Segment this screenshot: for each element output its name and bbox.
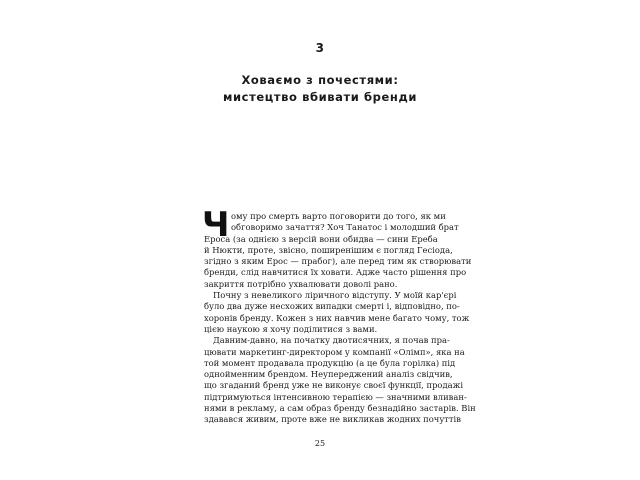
- chapter-title-line-1: Ховаємо з почестями:: [241, 73, 399, 87]
- text-line: цією наукою я хочу поділитися з вами.: [204, 323, 378, 334]
- body-text: [202, 205, 476, 426]
- text-line: Давним-давно, на початку двотисячних, я почав пра-: [213, 335, 450, 346]
- text-line: обговоримо зачаття? Хоч Танатос і молодший брат: [231, 222, 459, 233]
- text-line: було два дуже несхожих випадки смерті і, відповідно, по-: [204, 301, 460, 312]
- text-line: закриття потрібно ухвалювати доволі рано.: [204, 278, 398, 289]
- text-line: бренди, слід навчитися їх ховати. Адже часто рішення про: [204, 267, 467, 278]
- drop-cap: Ч: [202, 205, 230, 245]
- text-line: однойменним брендом. Неупереджений аналіз свідчив,: [204, 369, 453, 380]
- text-line: хоронів бренду. Кожен з них навчив мене багато чому, тож: [204, 312, 470, 323]
- chapter-title-line-2: мистецтво вбивати бренди: [223, 90, 417, 104]
- chapter-number: 3: [315, 41, 325, 55]
- text-line: згідно з яким Ерос — прабог), але перед тим як створювати: [204, 256, 472, 267]
- text-line: нями в рекламу, а сам образ бренду безнадійно застарів. Він: [204, 403, 476, 414]
- paragraph-1: [202, 205, 472, 290]
- text-line: що згаданий бренд уже не виконує своєї функції, продажі: [204, 380, 464, 391]
- paragraph-3: [204, 335, 476, 425]
- text-line: підтримуються інтенсивною терапією — значними вливан-: [204, 391, 467, 402]
- chapter-title: [0, 72, 640, 106]
- page-number: 25: [314, 439, 326, 448]
- text-line: Почну з невеликого ліричного відступу. У моїй кар'єрі: [213, 290, 457, 301]
- text-line: й Нюкти, проте, звісно, поширенішим є погляд Гесіода,: [204, 244, 453, 255]
- text-line: здавався живим, проте вже не викликав жодних почуттів: [204, 414, 461, 425]
- text-line: той момент продавала продукцію (а це була горілка) під: [204, 357, 456, 368]
- paragraph-2: [204, 290, 470, 335]
- text-line: цювати маркетинг-директором у компанії «Олімп», яка на: [204, 346, 465, 357]
- text-line: ому про смерть варто поговорити до того, як ми: [231, 211, 446, 221]
- text-line: Ероса (за однією з версій вони обидва — сини Ереба: [204, 233, 438, 244]
